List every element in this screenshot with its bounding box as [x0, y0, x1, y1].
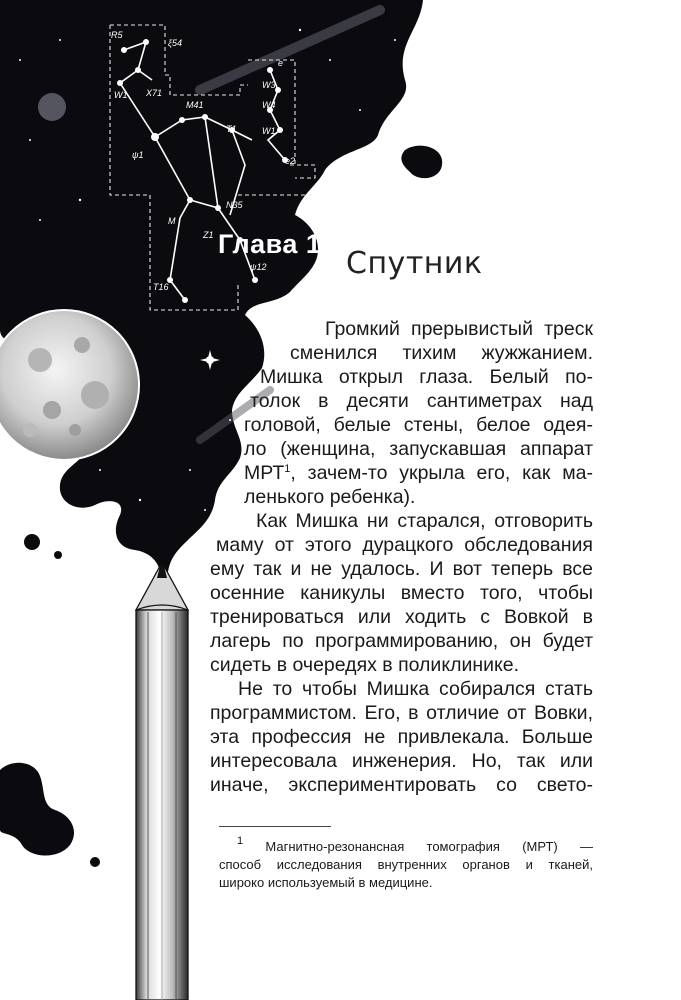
body-line: ло (женщина, запускавшая аппарат: [244, 438, 593, 460]
svg-text:Z1: Z1: [203, 230, 214, 240]
svg-text:T1: T1: [226, 124, 237, 134]
ink-splash: [401, 146, 442, 179]
svg-text:ψ1: ψ1: [132, 150, 144, 160]
body-line: головой, белые стены, белое одея-: [244, 414, 593, 436]
body-line: ему так и не удалось. И вот теперь все: [210, 558, 593, 580]
moon: [0, 310, 139, 460]
body-line: программистом. Его, в отличие от Вовки,: [210, 702, 593, 724]
body-line: Мишка открыл глаза. Белый по-: [260, 366, 593, 388]
svg-text:e2: e2: [285, 156, 296, 166]
abbreviation: МРТ: [244, 462, 285, 484]
body-line: [244, 461, 593, 485]
svg-text:W3: W3: [262, 80, 276, 90]
line-continuation: , зачем-то укрыла его, как ма-: [290, 462, 593, 484]
chapter-label: Глава 1: [218, 229, 322, 259]
body-line: Не то чтобы Мишка собирался стать: [238, 678, 593, 700]
svg-text:W1: W1: [114, 90, 128, 100]
chapter-title: Спутник: [346, 246, 483, 281]
svg-text:e: e: [278, 58, 284, 68]
footnote-marker: 1: [237, 835, 244, 847]
small-planet: [38, 93, 66, 121]
footnote-divider: [219, 826, 331, 827]
svg-text:N35: N35: [226, 200, 243, 210]
footnote-line: широко используемый в медицине.: [219, 875, 433, 890]
body-line: осенние каникулы вместо того, чтобы: [210, 582, 593, 604]
body-line: сменился тихим жужжанием.: [290, 342, 593, 364]
body-line: ленького ребенка).: [244, 486, 416, 508]
body-line: лагерь по программированию, он будет: [210, 630, 593, 652]
ink-drop: [54, 551, 62, 559]
body-line: иначе, экспериментировать со свето-: [210, 774, 593, 796]
pencil: [136, 566, 188, 1000]
svg-text:X71: X71: [146, 88, 163, 98]
body-line: толок в десяти сантиметрах над: [250, 390, 593, 412]
body-line: эта профессия не привлекала. Больше: [210, 726, 593, 748]
body-line: Как Мишка ни старался, отговорить: [256, 510, 593, 532]
svg-text:M41: M41: [186, 100, 204, 110]
svg-text:W4: W4: [262, 100, 276, 110]
svg-text:M: M: [168, 216, 176, 226]
body-line: интересовала инженерия. Но, так или: [210, 750, 593, 772]
svg-text:W1: W1: [262, 126, 276, 136]
body-line: Громкий прерывистый треск: [325, 318, 593, 340]
body-line: маму от этого дурацкого обследования: [216, 534, 593, 556]
ink-splash: [0, 763, 74, 856]
svg-text:R5: R5: [111, 30, 123, 40]
svg-text:T16: T16: [153, 282, 169, 292]
ink-drop: [90, 857, 100, 867]
body-line: сидеть в очередях в поликлинике.: [210, 654, 520, 676]
footnote-line: способ исследования внутренних органов и тканей,: [219, 857, 593, 872]
svg-text:ψ12: ψ12: [250, 262, 267, 272]
ink-drop: [24, 534, 40, 550]
body-line: тренироваться или ходить с Вовкой в: [210, 606, 593, 628]
footnote-ref[interactable]: 1: [284, 463, 291, 475]
footnote-line: $^1$ Магнитно-резонансная томография (МРТ) —: [237, 835, 593, 854]
svg-text:ξ54: ξ54: [168, 38, 183, 48]
